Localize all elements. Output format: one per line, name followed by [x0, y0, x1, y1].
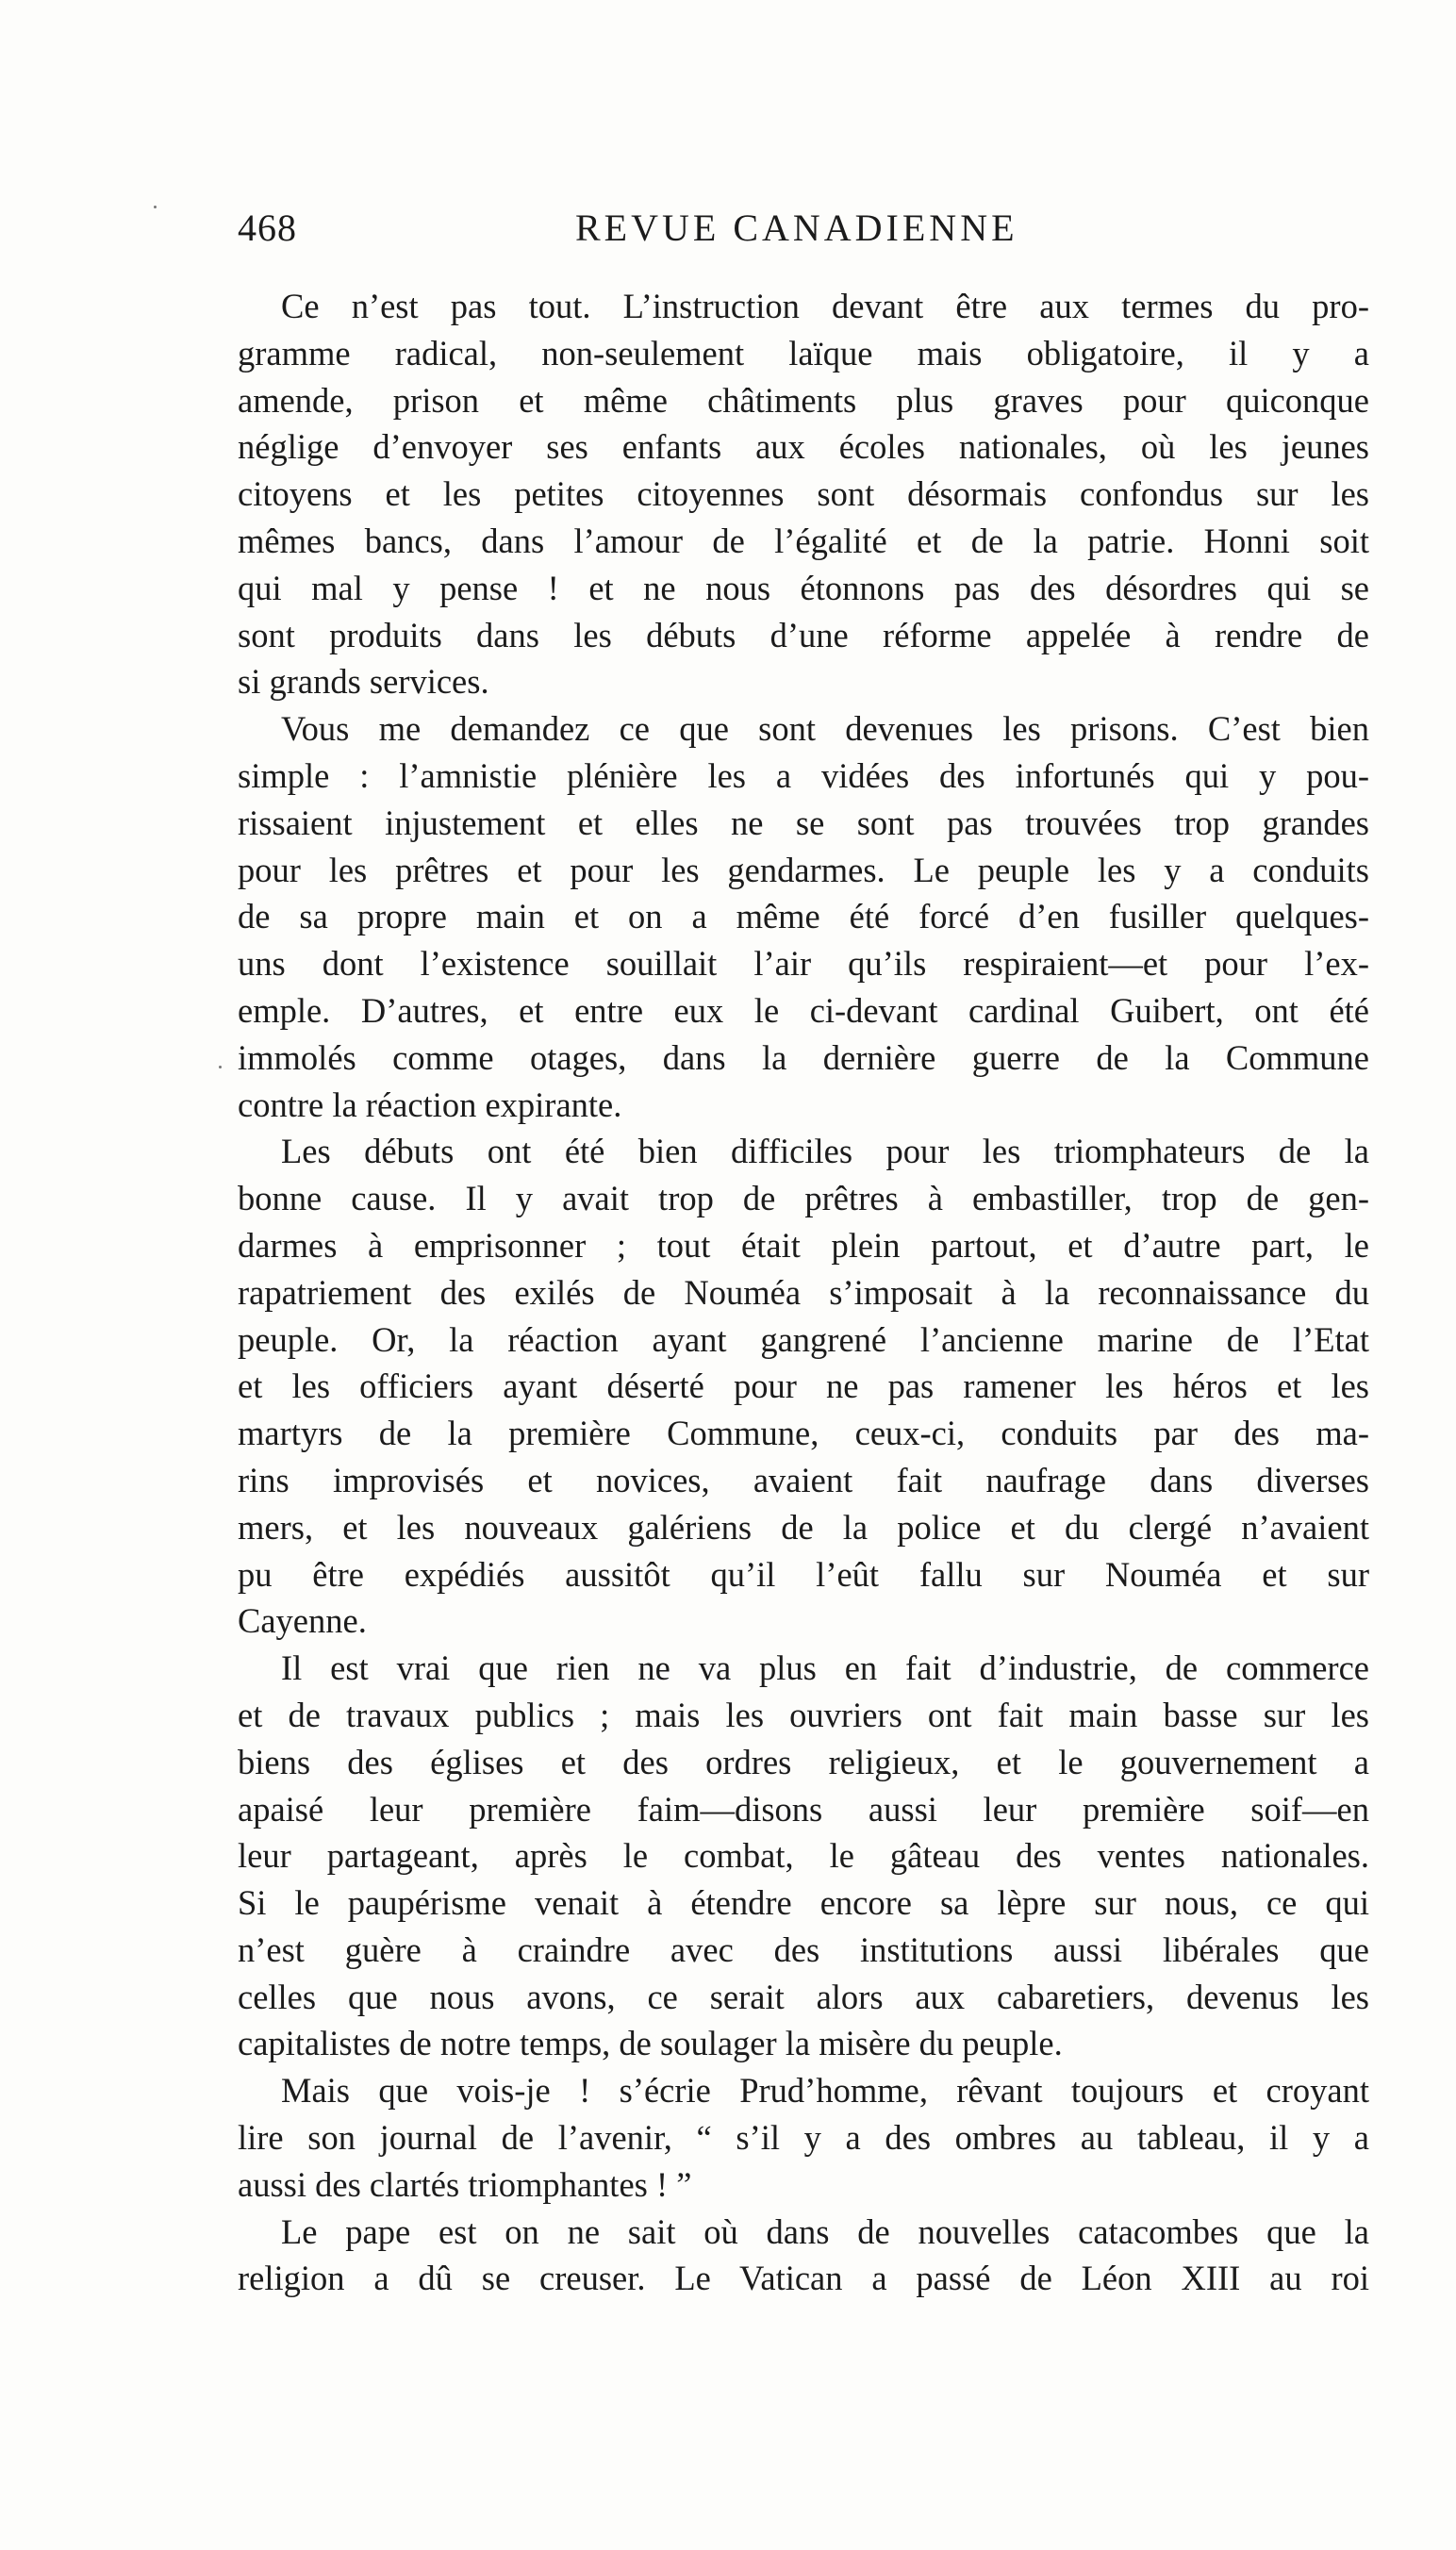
- text-line: amende, prison et même châtiments plus graves pour quiconque: [238, 380, 1369, 420]
- text-line: et les officiers ayant déserté pour ne pas ramener les héros et les: [238, 1366, 1369, 1406]
- text-line: Il est vrai que rien ne va plus en fait d’industrie, de commerce: [281, 1648, 1369, 1688]
- text-line: leur partageant, après le combat, le gâteau des ventes nationales.: [238, 1836, 1369, 1876]
- text-line: Le pape est on ne sait où dans de nouvelles catacombes que la: [281, 2211, 1369, 2251]
- text-line: religion a dû se creuser. Le Vatican a passé de Léon XIII au roi: [238, 2259, 1369, 2298]
- text-line: n’est guère à craindre avec des institutions aussi libérales que: [238, 1929, 1369, 1969]
- text-line: immolés comme otages, dans la dernière guerre de la Commune: [238, 1037, 1369, 1077]
- text-line: si grands services.: [238, 662, 489, 702]
- text-line: Ce n’est pas tout. L’instruction devant être aux termes du pro-: [281, 287, 1369, 325]
- text-line: uns dont l’existence souillait l’air qu’ils respiraient—et pour l’ex-: [238, 944, 1369, 984]
- text-line: rapatriement des exilés de Nouméa s’imposait à la reconnaissance du: [238, 1272, 1369, 1312]
- text-line: contre la réaction expirante.: [238, 1085, 622, 1124]
- text-line: apaisé leur première faim—disons aussi leur première soif—en: [238, 1789, 1369, 1829]
- text-line: rissaient injustement et elles ne se sont pas trouvées trop grandes: [238, 803, 1369, 842]
- text-line: citoyens et les petites citoyennes sont désormais confondus sur les: [238, 474, 1369, 514]
- page-header: [238, 206, 1369, 262]
- text-line: mêmes bancs, dans l’amour de l’égalité et de la patrie. Honni soit: [238, 521, 1369, 560]
- text-line: rins improvisés et novices, avaient fait naufrage dans diverses: [238, 1460, 1369, 1499]
- text-line: Cayenne.: [238, 1601, 367, 1641]
- text-line: darmes à emprisonner ; tout était plein partout, et d’autre part, le: [238, 1225, 1369, 1265]
- text-line: peuple. Or, la réaction ayant gangrené l’ancienne marine de l’Etat: [238, 1319, 1369, 1359]
- text-line: qui mal y pense ! et ne nous étonnons pas des désordres qui se: [238, 568, 1369, 607]
- body-text: [238, 283, 1369, 2302]
- running-title: REVUE CANADIENNE: [575, 207, 1018, 249]
- scan-speck: [219, 1066, 222, 1068]
- text-line: celles que nous avons, ce serait alors aux cabaretiers, devenus les: [238, 1977, 1369, 2016]
- text-line: sont produits dans les débuts d’une réforme appelée à rendre de: [238, 615, 1369, 654]
- text-line: Vous me demandez ce que sont devenues les prisons. C’est bien: [281, 709, 1369, 749]
- text-line: Les débuts ont été bien difficiles pour les triomphateurs de la: [281, 1132, 1369, 1171]
- text-line: aussi des clartés triomphantes ! ”: [238, 2164, 692, 2204]
- text-line: martyrs de la première Commune, ceux-ci, conduits par des ma-: [238, 1414, 1369, 1453]
- text-line: de sa propre main et on a même été forcé d’en fusiller quelques-: [238, 897, 1369, 936]
- text-line: lire son journal de l’avenir, “ s’il y a des ombres au tableau, il y a: [238, 2118, 1369, 2158]
- text-line: bonne cause. Il y avait trop de prêtres à embastiller, trop de gen-: [238, 1179, 1369, 1218]
- text-line: et de travaux publics ; mais les ouvriers ont fait main basse sur les: [238, 1695, 1369, 1734]
- text-line: pu être expédiés aussitôt qu’il l’eût fallu sur Nouméa et sur: [238, 1554, 1369, 1594]
- text-line: pour les prêtres et pour les gendarmes. Le peuple les y a conduits: [238, 850, 1369, 889]
- text-line: capitalistes de notre temps, de soulager la misère du peuple.: [238, 2024, 1063, 2063]
- scan-speck: [154, 206, 157, 208]
- text-line: Mais que vois-je ! s’écrie Prud’homme, rêvant toujours et croyant: [281, 2071, 1369, 2111]
- text-line: mers, et les nouveaux galériens de la police et du clergé n’avaient: [238, 1507, 1369, 1547]
- page-number: 468: [238, 207, 297, 249]
- text-line: gramme radical, non-seulement laïque mais obligatoire, il y a: [238, 333, 1369, 373]
- text-line: néglige d’envoyer ses enfants aux écoles nationales, où les jeunes: [238, 427, 1369, 467]
- text-line: emple. D’autres, et entre eux le ci-devant cardinal Guibert, ont été: [238, 990, 1369, 1030]
- text-line: simple : l’amnistie plénière les a vidées des infortunés qui y pou-: [238, 755, 1369, 795]
- text-line: Si le paupérisme venait à étendre encore sa lèpre sur nous, ce qui: [238, 1883, 1369, 1923]
- text-line: biens des églises et des ordres religieux, et le gouvernement a: [238, 1742, 1369, 1781]
